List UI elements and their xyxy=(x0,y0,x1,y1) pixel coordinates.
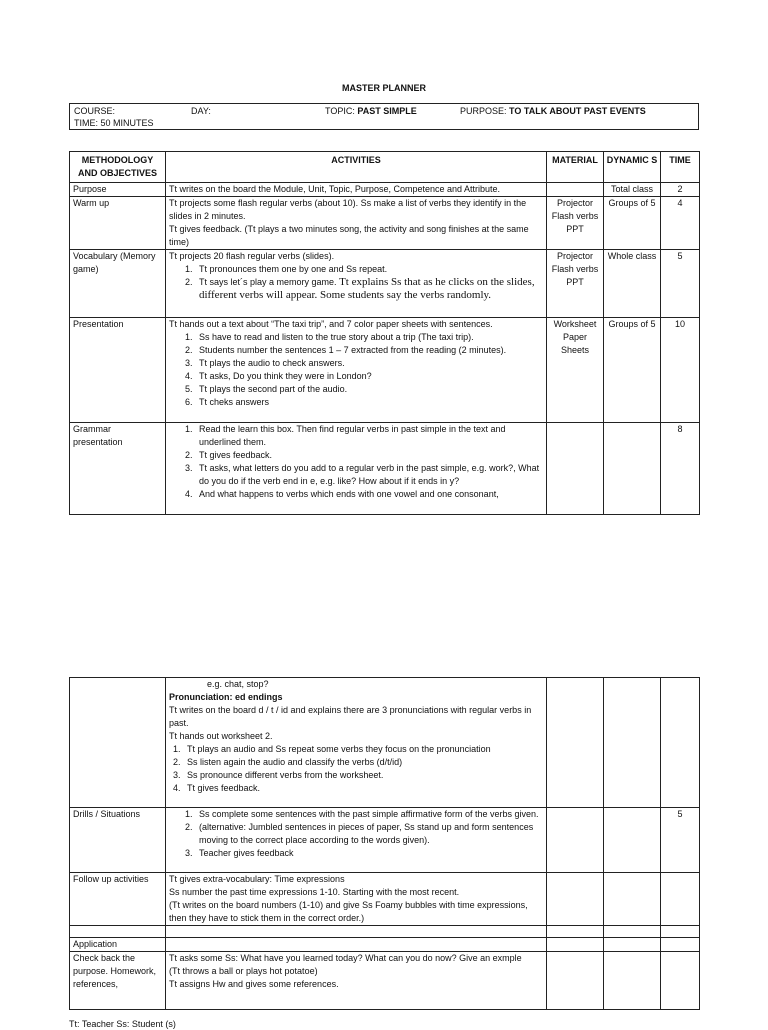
list-item: 1. Tt pronounces them one by one and Ss repeat. xyxy=(195,263,543,276)
row-activity xyxy=(166,938,547,952)
row-activity xyxy=(166,250,547,318)
row-material xyxy=(547,873,604,926)
row-method: Warm up xyxy=(70,197,166,250)
row-method xyxy=(70,926,166,938)
row-method: Check back the purpose. Homework, references, xyxy=(70,952,166,1010)
checkback-text-2: (Tt throws a ball or plays hot potatoe) xyxy=(169,966,318,976)
document-title: MASTER PLANNER xyxy=(341,83,426,93)
row-time xyxy=(661,678,700,808)
topic-value: PAST SIMPLE xyxy=(357,106,417,116)
followup-text-2: Ss number the past time expressions 1-10. Starting with the most recent. xyxy=(169,887,460,897)
row-material xyxy=(547,938,604,952)
topic-label: TOPIC: xyxy=(325,106,355,116)
serif-note: Tt explains Ss that as he clicks on the slides, different verbs will appear. Some students say the verbs randomly. xyxy=(199,276,535,301)
table-row xyxy=(70,926,700,938)
row-method: Application xyxy=(70,938,166,952)
row-time: 8 xyxy=(661,423,700,515)
course-label: COURSE: xyxy=(74,106,116,116)
row-time xyxy=(661,926,700,938)
day-label: DAY: xyxy=(191,106,211,116)
row-dynamics xyxy=(604,423,661,515)
list-item: 3. Ss pronounce different verbs from the worksheet. xyxy=(183,769,543,782)
list-item: 2. (alternative: Jumbled sentences in pieces of paper, Ss stand up and form sentences moving to the correct place according to the words given). xyxy=(195,821,543,847)
row-dynamics xyxy=(604,926,661,938)
checkback-text-1: Tt asks some Ss: What have you learned today? What can you do now? Give an exmple xyxy=(169,953,522,963)
list-item: 4. Tt asks, Do you think they were in London? xyxy=(195,370,543,383)
purpose-label: PURPOSE: xyxy=(460,106,507,116)
row-activity xyxy=(166,197,547,250)
row-time xyxy=(661,938,700,952)
followup-text-1: Tt gives extra-vocabulary: Time expressions xyxy=(169,874,345,884)
pronunciation-text-1: Tt writes on the board d / t / id and explains there are 3 pronunciations with regular verbs in past. xyxy=(169,705,532,728)
col-activities-header: ACTIVITIES xyxy=(166,152,547,183)
list-item: 2. Students number the sentences 1 – 7 extracted from the reading (2 minutes). xyxy=(195,344,543,357)
table-row xyxy=(70,250,700,318)
row-time: 2 xyxy=(661,183,700,197)
row-activity xyxy=(166,873,547,926)
row-time: 4 xyxy=(661,197,700,250)
row-dynamics: Whole class xyxy=(604,250,661,318)
row-method: Drills / Situations xyxy=(70,808,166,873)
row-activity xyxy=(166,318,547,423)
row-material xyxy=(547,952,604,1010)
row-activity xyxy=(166,926,547,938)
row-material xyxy=(547,183,604,197)
list-item: 2. Ss listen again the audio and classify the verbs (d/t/id) xyxy=(183,756,543,769)
time-label: TIME: 50 MINUTES xyxy=(74,118,154,128)
topic-field xyxy=(325,105,417,117)
grammar-eg: e.g. chat, stop? xyxy=(207,679,269,689)
list-item: 5. Tt plays the second part of the audio. xyxy=(195,383,543,396)
row-material xyxy=(547,423,604,515)
purpose-value: TO TALK ABOUT PAST EVENTS xyxy=(509,106,646,116)
presentation-intro: Tt hands out a text about “The taxi trip”, and 7 color paper sheets with sentences. xyxy=(169,319,493,329)
row-activity: Tt writes on the board the Module, Unit, Topic, Purpose, Competence and Attribute. xyxy=(166,183,547,197)
list-item: 1. Read the learn this box. Then find regular verbs in past simple in the text and underlined them. xyxy=(195,423,543,449)
list-item: 3. Tt asks, what letters do you add to a regular verb in the past simple, e.g. work?, What do you do if the verb end in e, e.g. like? How about if it ends in y? xyxy=(195,462,543,488)
pronunciation-text-2: Tt hands out worksheet 2. xyxy=(169,731,273,741)
footnote: Tt: Teacher Ss: Student (s) xyxy=(69,1019,176,1029)
warmup-text-1: Tt projects some flash regular verbs (about 10). Ss make a list of verbs they identify in the slides in 2 minutes. xyxy=(169,198,527,221)
list-item: 3. Teacher gives feedback xyxy=(195,847,543,860)
row-time xyxy=(661,952,700,1010)
lesson-plan-table-page2 xyxy=(69,677,700,1010)
table-row xyxy=(70,873,700,926)
checkback-text-3: Tt assigns Hw and gives some references. xyxy=(169,979,339,989)
list-item: 3. Tt plays the audio to check answers. xyxy=(195,357,543,370)
list-item xyxy=(195,276,543,302)
row-dynamics: Total class xyxy=(604,183,661,197)
row-dynamics xyxy=(604,938,661,952)
list-item: 6. Tt cheks answers xyxy=(195,396,543,409)
row-method: Purpose xyxy=(70,183,166,197)
pronunciation-title: Pronunciation: ed endings xyxy=(169,692,283,702)
col-material-header: MATERIAL xyxy=(547,152,604,183)
row-method: Vocabulary (Memory game) xyxy=(70,250,166,318)
row-material: Projector Flash verbs PPT xyxy=(547,197,604,250)
followup-text-3: (Tt writes on the board numbers (1-10) and give Ss Foamy bubbles with time expressions, then they have to stick them in the correct order.) xyxy=(169,900,528,923)
row-activity xyxy=(166,678,547,808)
warmup-text-2: Tt gives feedback. (Tt plays a two minutes song, the activity and song finishes at the same time) xyxy=(169,224,529,247)
table-row xyxy=(70,197,700,250)
row-dynamics: Groups of 5 xyxy=(604,197,661,250)
table-row xyxy=(70,952,700,1010)
col-time-header: TIME xyxy=(661,152,700,183)
table-row xyxy=(70,808,700,873)
row-dynamics xyxy=(604,808,661,873)
course-info-box xyxy=(69,103,699,130)
list-item: 1. Tt plays an audio and Ss repeat some verbs they focus on the pronunciation xyxy=(183,743,543,756)
row-material: Projector Flash verbs PPT xyxy=(547,250,604,318)
list-item: 4. Tt gives feedback. xyxy=(183,782,543,795)
row-method xyxy=(70,678,166,808)
row-dynamics: Groups of 5 xyxy=(604,318,661,423)
purpose-field xyxy=(460,105,646,117)
row-time: 10 xyxy=(661,318,700,423)
vocabulary-intro: Tt projects 20 flash regular verbs (slides). xyxy=(169,251,335,261)
list-item: 1. Ss complete some sentences with the past simple affirmative form of the verbs given. xyxy=(195,808,543,821)
row-time xyxy=(661,873,700,926)
row-material xyxy=(547,808,604,873)
row-time: 5 xyxy=(661,250,700,318)
list-item: 4. And what happens to verbs which ends with one vowel and one consonant, xyxy=(195,488,543,501)
row-material xyxy=(547,678,604,808)
row-method: Presentation xyxy=(70,318,166,423)
lesson-plan-table-page1 xyxy=(69,151,700,515)
col-dynamics-header: DYNAMIC S xyxy=(604,152,661,183)
table-row xyxy=(70,423,700,515)
row-dynamics xyxy=(604,678,661,808)
row-dynamics xyxy=(604,952,661,1010)
row-activity xyxy=(166,423,547,515)
col-methodology-header: METHODOLOGY AND OBJECTIVES xyxy=(70,152,166,183)
row-time: 5 xyxy=(661,808,700,873)
row-activity xyxy=(166,808,547,873)
row-dynamics xyxy=(604,873,661,926)
row-material: Worksheet Paper Sheets xyxy=(547,318,604,423)
row-material xyxy=(547,926,604,938)
table-row xyxy=(70,318,700,423)
list-item: 2. Tt gives feedback. xyxy=(195,449,543,462)
list-item: 1. Ss have to read and listen to the true story about a trip (The taxi trip). xyxy=(195,331,543,344)
table-row xyxy=(70,183,700,197)
table-row xyxy=(70,678,700,808)
list-item-text: Tt says let´s play a memory game. xyxy=(199,277,337,287)
row-method: Follow up activities xyxy=(70,873,166,926)
row-activity xyxy=(166,952,547,1010)
row-method: Grammar presentation xyxy=(70,423,166,515)
table-row xyxy=(70,938,700,952)
